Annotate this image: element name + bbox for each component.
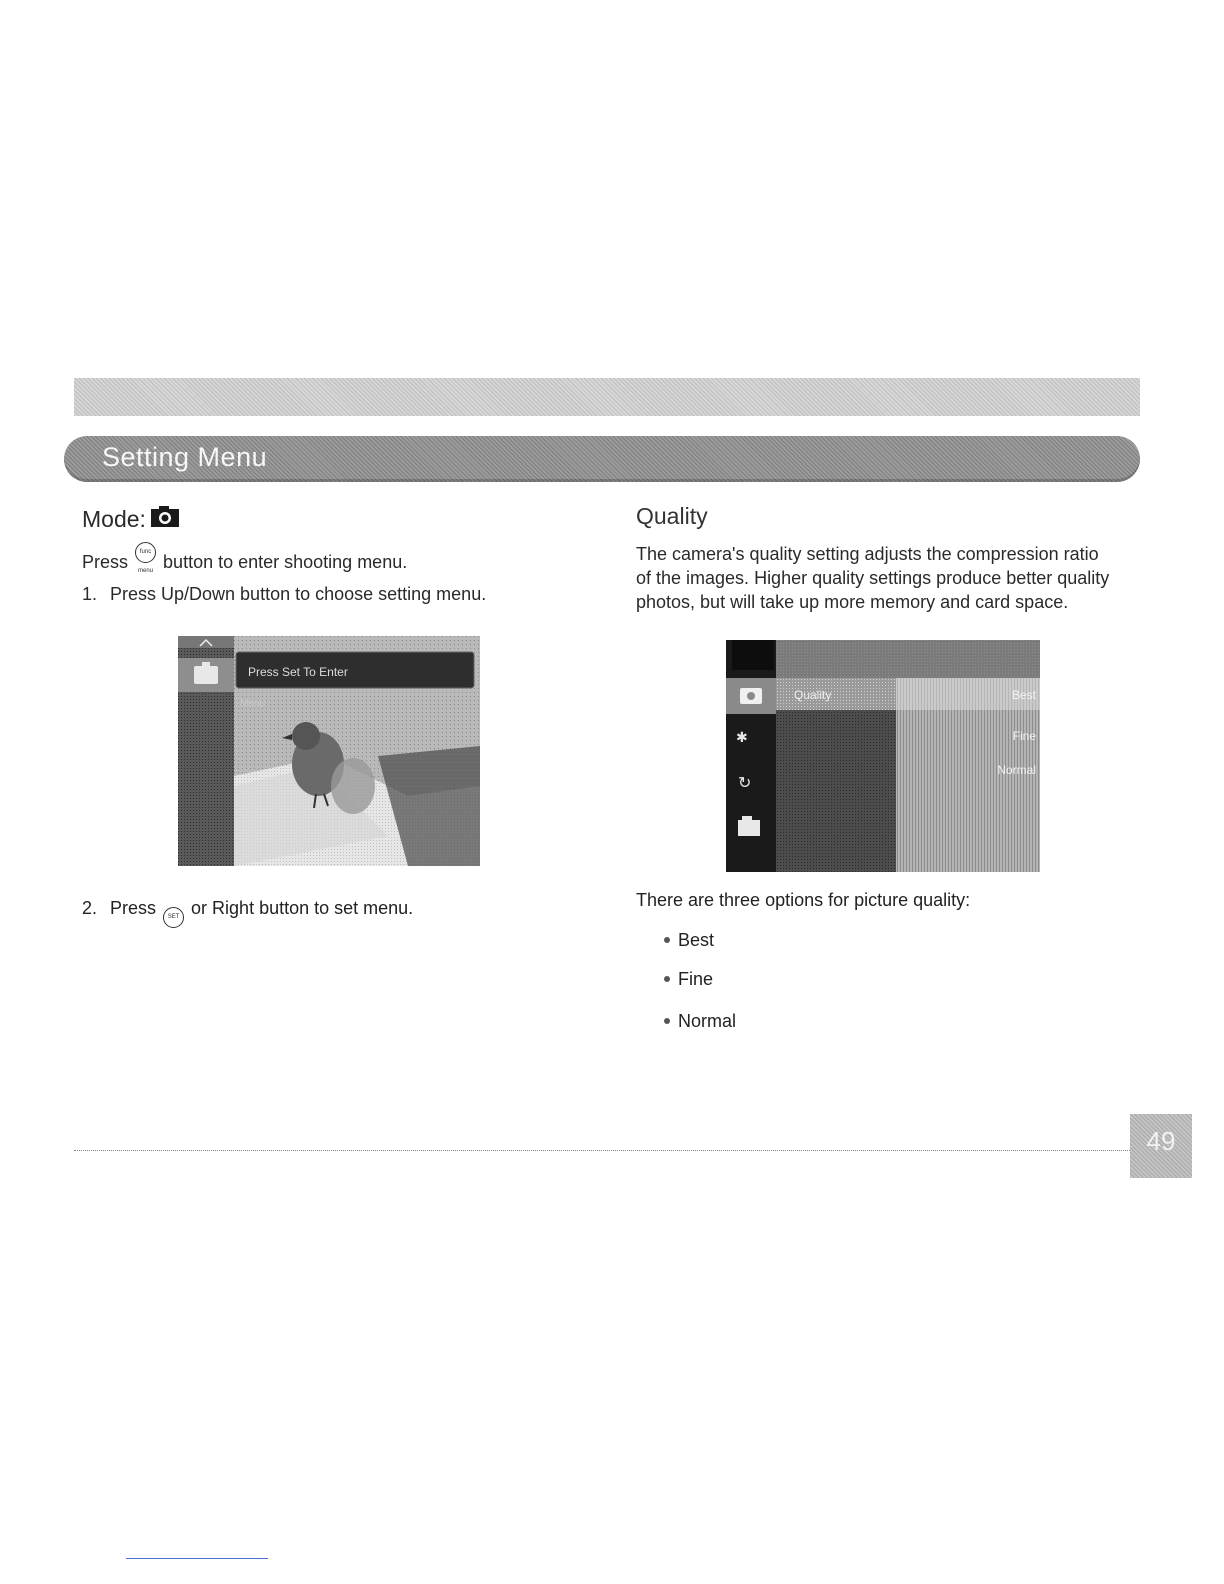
set-button-icon: SET — [163, 907, 184, 928]
func-menu-button-icon: func menu — [135, 542, 156, 563]
page-number-box — [1130, 1114, 1192, 1178]
step-2 — [82, 898, 413, 928]
step-1-number: 1. — [82, 584, 98, 604]
options-intro: There are three options for picture quality: — [636, 890, 971, 910]
section-title: Setting Menu — [102, 442, 268, 472]
quality-description: The camera's quality setting adjusts the compression ratio of the images. Higher quality settings produce better quality photos, but will take up more memory and card space. — [636, 544, 1110, 612]
right-column — [636, 504, 1116, 614]
camera-screen-setting-menu — [178, 636, 480, 866]
quality-heading: Quality — [636, 503, 708, 529]
step-1 — [82, 582, 562, 606]
camera-mode-icon — [150, 506, 180, 532]
option-normal: Normal — [664, 1011, 736, 1032]
option-fine: Fine — [664, 969, 713, 990]
step-1-text: Press Up/Down button to choose setting menu. — [110, 584, 487, 604]
mode-line — [82, 506, 562, 532]
enter-menu-instruction — [82, 542, 562, 574]
mode-label: Mode: — [82, 506, 146, 532]
option-best: Best — [664, 930, 714, 951]
step-2-text: or Right button to set menu. — [191, 898, 414, 918]
svg-text:↻: ↻ — [738, 773, 752, 792]
bottom-blue-rule — [126, 1558, 268, 1559]
top-decorative-band — [74, 378, 1140, 416]
quality-row-label: Quality — [794, 688, 832, 702]
section-title-bar — [64, 436, 1140, 482]
page-number: 49 — [1146, 1126, 1176, 1156]
quality-value-normal: Normal — [997, 763, 1036, 777]
step-2-number: 2. — [82, 898, 98, 918]
screen-sub-text: Menu — [240, 698, 266, 709]
left-column — [82, 506, 562, 606]
enter-menu-text: button to enter shooting menu. — [163, 552, 408, 572]
bullet-icon — [664, 937, 670, 943]
footer-rule — [74, 1150, 1130, 1151]
bullet-icon — [664, 976, 670, 982]
camera-screen-quality-menu — [726, 640, 1040, 872]
bullet-icon — [664, 1018, 670, 1024]
press-word: Press — [82, 552, 129, 572]
quality-value-best: Best — [1011, 688, 1036, 702]
svg-text:✱: ✱ — [736, 730, 748, 746]
quality-value-fine: Fine — [1012, 729, 1036, 743]
screen-banner-text: Press Set To Enter — [248, 665, 348, 679]
step-2-press: Press — [110, 898, 157, 918]
